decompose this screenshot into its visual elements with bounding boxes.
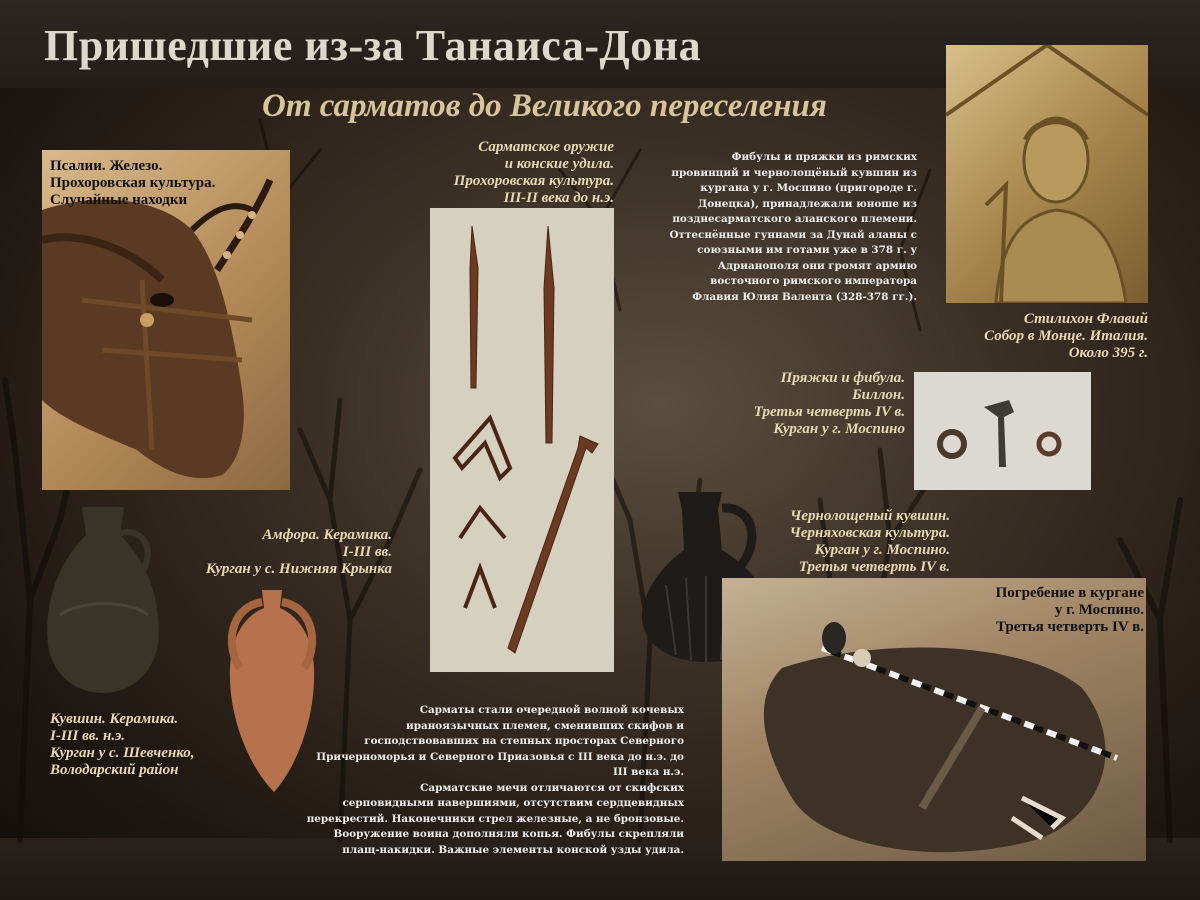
caption-stilicho: Стилихон Флавий Собор в Монце. Италия. Около 395 г. <box>984 311 1148 361</box>
stilicho-photo <box>946 45 1148 303</box>
caption-black-jug: Чернолощеный кувшин. Черняховская культура. Курган у г. Моспино. Третья четверть IV в. <box>789 508 950 575</box>
text-sarmatians: Сарматы стали очередной волной кочевых ираноязычных племен, сменивших скифов и господствовавших на степных просторах Северного Причерноморья и Северного Приазовья с III века до н.э. до III века н.э. Сарматские мечи отличаются от скифских серповидными навершиями, отсутствим сердцевидных перекрестий. Наконечники стрел железные, а не бронзовые. Вооружение воина дополняли копья. Фибулы скрепляли плащ-накидки. Важные элементы конской узды удила. <box>306 704 684 856</box>
jug-image <box>40 505 166 695</box>
buckles-image <box>914 372 1091 490</box>
caption-weapons: Сарматское оружие и конские удила. Прохоровская культура. III-II века до н.э. <box>453 139 614 206</box>
caption-psalii: Псалии. Железо. Прохоровская культура. Случайные находки <box>50 158 216 208</box>
weapons-image <box>430 208 614 672</box>
caption-burial: Погребение в кургане у г. Моспино. Третья четверть IV в. <box>995 585 1144 635</box>
weapons-photo <box>430 208 614 672</box>
caption-buckles: Пряжки и фибула. Биллон. Третья четверть IV в. Курган у г. Моспино <box>753 370 905 437</box>
text-fibulae: Фибулы и пряжки из римских провинций и чернолощёный кувшин из кургана у г. Моспино (пригороде г. Донецка), принадлежали юноше из позднесарматского аланского племени. Оттеснённые гуннами за Дунай аланы с союзными им готами уже в 378 г. у Адрианополя они громят армию восточного римского императора Флавия Юлия Валента (328-378 гг.). <box>669 151 917 303</box>
page-title: Пришедшие из-за Танаиса-Дона <box>44 21 702 70</box>
stilicho-relief-image <box>946 45 1148 303</box>
caption-jug: Кувшин. Керамика. I-III вв. н.э. Курган у с. Шевченко, Володарский район <box>50 711 195 778</box>
page-subtitle: От сарматов до Великого переселения <box>262 88 827 124</box>
caption-amphora: Амфора. Керамика. I-III вв. Курган у с. Нижняя Крынка <box>205 527 392 577</box>
buckles-photo <box>914 372 1091 490</box>
